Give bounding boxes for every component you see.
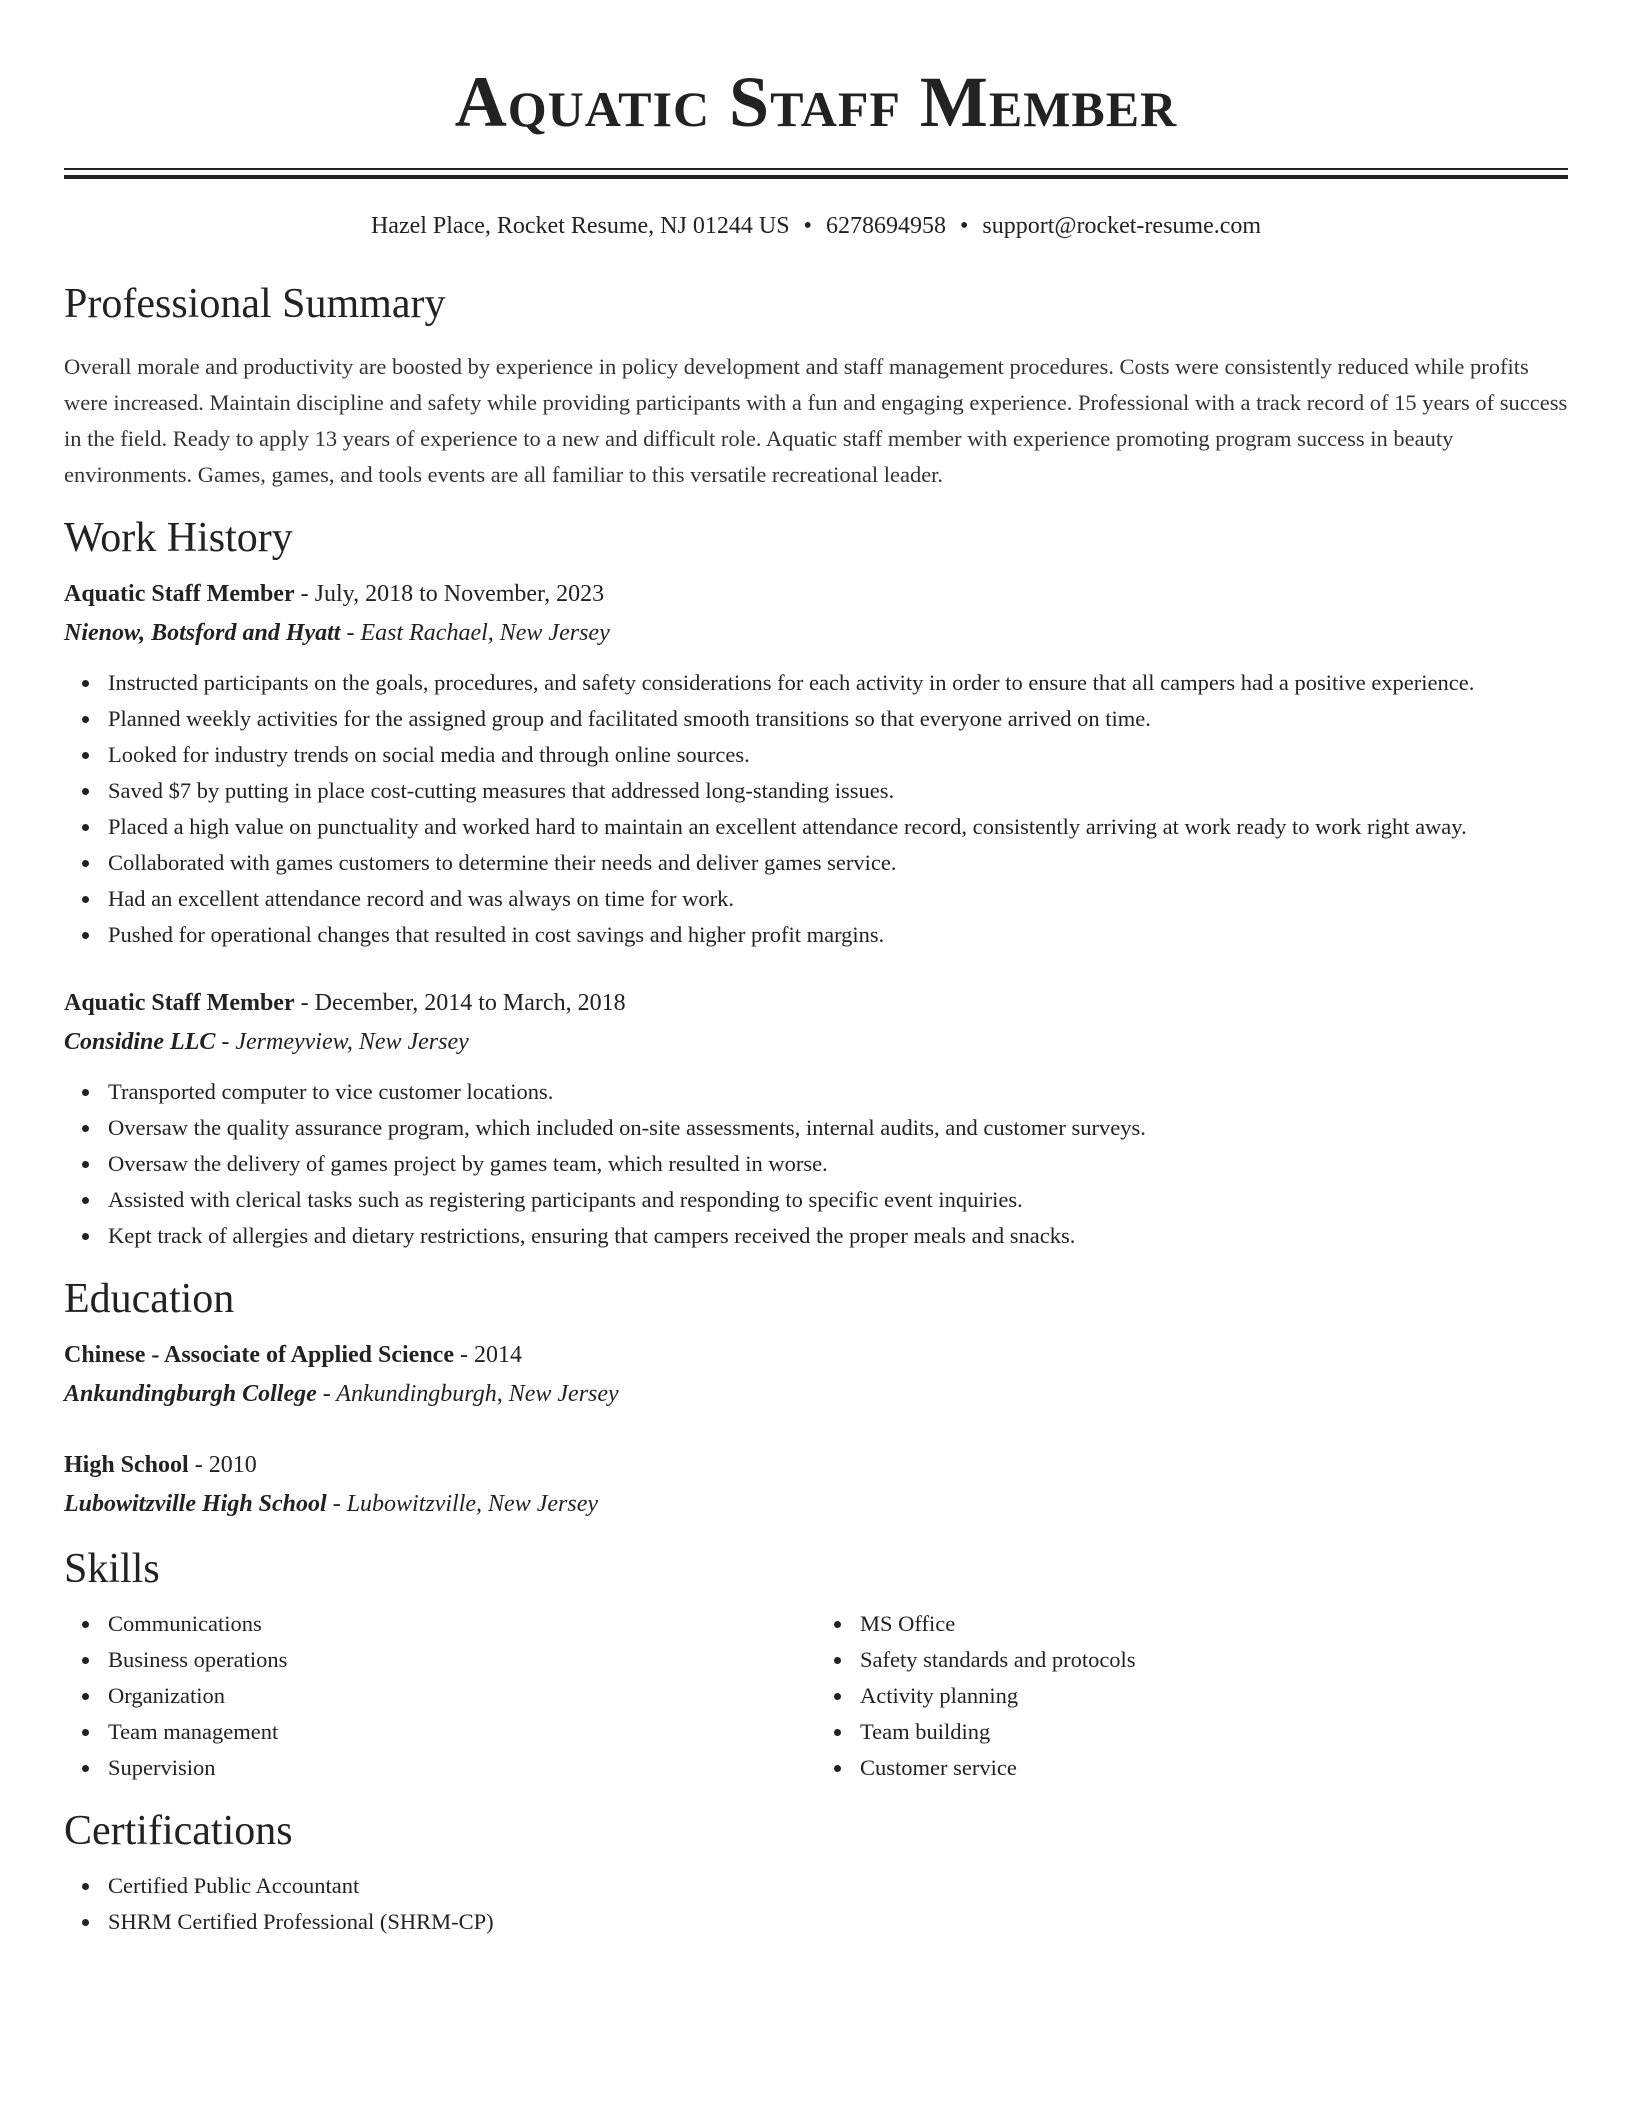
contact-email: support@rocket-resume.com xyxy=(982,213,1262,239)
list-item: Looked for industry trends on social media and through online sources. xyxy=(108,737,1568,773)
list-item: Oversaw the quality assurance program, which included on-site assessments, internal audits, and customer surveys. xyxy=(108,1110,1568,1146)
contact-separator: • xyxy=(803,213,812,239)
job-company-line xyxy=(64,1022,1568,1062)
contact-separator: • xyxy=(959,213,969,239)
certification-item: SHRM Certified Professional (SHRM-CP) xyxy=(108,1904,1568,1940)
skill-item: Organization xyxy=(108,1678,816,1714)
school-line xyxy=(64,1484,1568,1524)
job-company: Considine LLC xyxy=(64,1029,216,1055)
summary-heading: Professional Summary xyxy=(64,281,446,327)
certifications-heading: Certifications xyxy=(64,1808,293,1854)
education-heading: Education xyxy=(64,1276,235,1322)
skill-item: Communications xyxy=(108,1606,816,1642)
resume-page xyxy=(64,0,1568,1940)
job-title-line xyxy=(64,575,1568,613)
job-dates: - July, 2018 to November, 2023 xyxy=(294,581,605,607)
skill-item: Team management xyxy=(108,1714,816,1750)
certification-item: Certified Public Accountant xyxy=(108,1868,1568,1904)
job-company: Nienow, Botsford and Hyatt xyxy=(64,620,341,646)
list-item: Placed a high value on punctuality and worked hard to maintain an excellent attendance record, consistently arriving at work ready to work right away. xyxy=(108,809,1568,845)
skill-item: Customer service xyxy=(860,1750,1568,1786)
skills-grid xyxy=(64,1606,1568,1786)
resume-title: Aquatic Staff Member xyxy=(454,62,1178,142)
school-location: - Ankundingburgh, New Jersey xyxy=(316,1381,619,1407)
degree-line xyxy=(64,1446,1568,1484)
skill-item: Team building xyxy=(860,1714,1568,1750)
skill-item: Business operations xyxy=(108,1642,816,1678)
skills-column-right xyxy=(816,1606,1568,1786)
job-location: - Jermeyview, New Jersey xyxy=(215,1029,469,1055)
list-item: Assisted with clerical tasks such as registering participants and responding to specific event inquiries. xyxy=(108,1182,1568,1218)
list-item: Pushed for operational changes that resulted in cost savings and higher profit margins. xyxy=(108,917,1568,953)
contact-line xyxy=(64,211,1568,241)
certifications-list xyxy=(64,1868,1568,1940)
skills-column-left xyxy=(64,1606,816,1786)
title-divider-thick xyxy=(64,175,1568,179)
job-entry xyxy=(64,984,1568,1254)
graduation-year: - 2010 xyxy=(188,1452,257,1478)
degree: High School xyxy=(64,1452,189,1478)
school: Lubowitzville High School xyxy=(64,1491,327,1517)
list-item: Had an excellent attendance record and was always on time for work. xyxy=(108,881,1568,917)
contact-phone: 6278694958 xyxy=(825,213,946,239)
job-title: Aquatic Staff Member xyxy=(64,990,295,1016)
title-divider-thin xyxy=(64,168,1568,170)
job-bullets xyxy=(64,665,1568,953)
education-entry xyxy=(64,1336,1568,1414)
list-item: Kept track of allergies and dietary restrictions, ensuring that campers received the proper meals and snacks. xyxy=(108,1218,1568,1254)
contact-address: Hazel Place, Rocket Resume, NJ 01244 US xyxy=(370,213,790,239)
job-title: Aquatic Staff Member xyxy=(64,581,295,607)
skill-item: Safety standards and protocols xyxy=(860,1642,1568,1678)
work-history-heading: Work History xyxy=(64,515,293,561)
job-company-line xyxy=(64,613,1568,653)
skill-item: Activity planning xyxy=(860,1678,1568,1714)
school-location: - Lubowitzville, New Jersey xyxy=(326,1491,598,1517)
job-title-line xyxy=(64,984,1568,1022)
list-item: Transported computer to vice customer locations. xyxy=(108,1074,1568,1110)
graduation-year: - 2014 xyxy=(454,1342,522,1368)
skill-item: Supervision xyxy=(108,1750,816,1786)
list-item: Collaborated with games customers to determine their needs and deliver games service. xyxy=(108,845,1568,881)
job-bullets xyxy=(64,1074,1568,1254)
school-line xyxy=(64,1374,1568,1414)
skill-item: MS Office xyxy=(860,1606,1568,1642)
summary-text: Overall morale and productivity are boosted by experience in policy development and staff management procedures. Costs were consistently reduced while profits were increased. Maintain discipline and safety while providing participants with a fun and engaging experience. Professional with a track record of 15 years of success in the field. Ready to apply 13 years of experience to a new and difficult role. Aquatic staff member with experience promoting program success in beauty environments. Games, games, and tools events are all familiar to this versatile recreational leader. xyxy=(64,354,1568,487)
degree: Chinese - Associate of Applied Science xyxy=(64,1342,454,1368)
skills-heading: Skills xyxy=(64,1546,160,1592)
list-item: Saved $7 by putting in place cost-cutting measures that addressed long-standing issues. xyxy=(108,773,1568,809)
list-item: Oversaw the delivery of games project by games team, which resulted in worse. xyxy=(108,1146,1568,1182)
job-dates: - December, 2014 to March, 2018 xyxy=(294,990,626,1016)
job-location: - East Rachael, New Jersey xyxy=(340,620,610,646)
list-item: Instructed participants on the goals, procedures, and safety considerations for each activity in order to ensure that all campers had a positive experience. xyxy=(108,665,1568,701)
list-item: Planned weekly activities for the assigned group and facilitated smooth transitions so that everyone arrived on time. xyxy=(108,701,1568,737)
education-entry xyxy=(64,1446,1568,1524)
school: Ankundingburgh College xyxy=(64,1381,317,1407)
degree-line xyxy=(64,1336,1568,1374)
job-entry xyxy=(64,575,1568,953)
